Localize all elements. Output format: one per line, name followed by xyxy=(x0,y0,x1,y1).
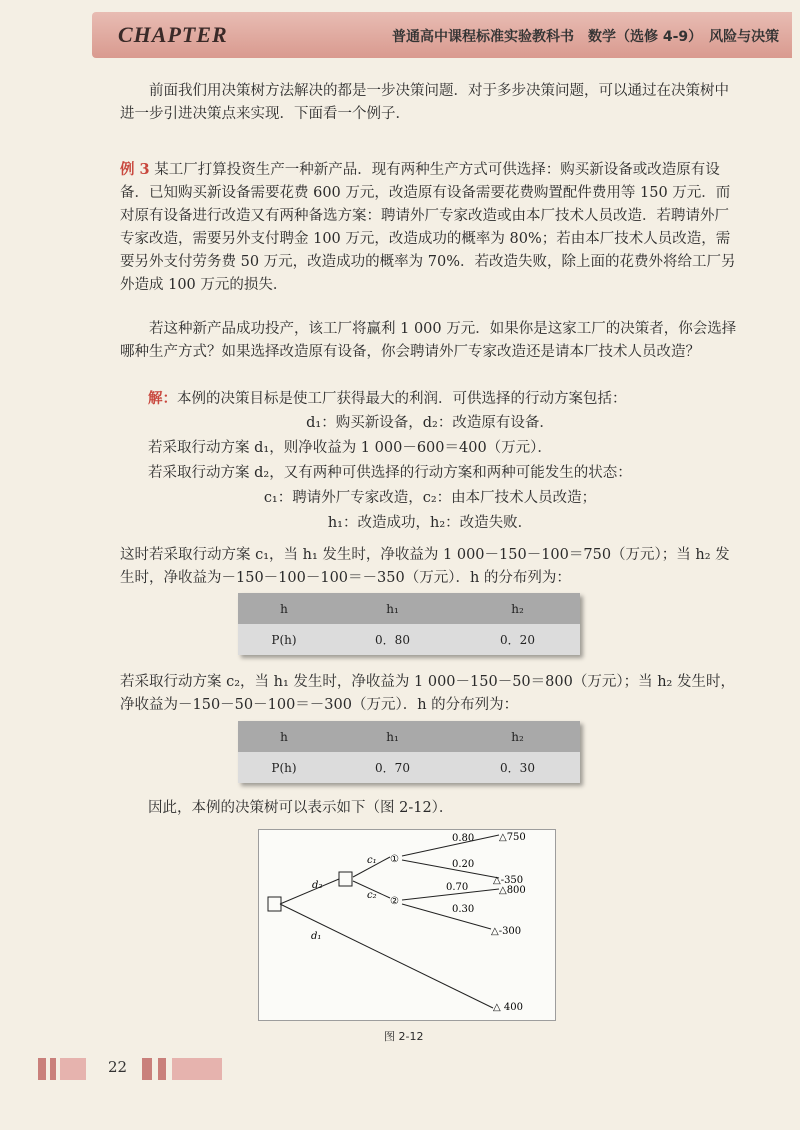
decision-tree-figure xyxy=(258,829,556,1021)
label-c2: c₂ xyxy=(367,890,377,901)
example-label: 例 3 xyxy=(120,161,150,178)
prob-c2-h2: 0.30 xyxy=(452,904,475,915)
solution-line-4: 若采取行动方案 d₂，又有两种可供选择的行动方案和两种可能发生的状态： xyxy=(148,465,632,481)
solution-label: 解： xyxy=(148,390,177,407)
branch-c2-h2 xyxy=(402,904,491,929)
chapter-header xyxy=(92,12,792,58)
solution-line-7: 这时若采取行动方案 c₁，当 h₁ 发生时，净收益为 1 000－150－100＝750（万元）；当 h₂ 发生时，净收益为－150－100－100＝－350（万元）．h 的分布列为： xyxy=(120,547,730,586)
payoff-750: △750 xyxy=(499,832,526,843)
chance-node-1: ① xyxy=(390,854,399,865)
table2-label-ph: P(h) xyxy=(238,752,330,783)
solution-line-1 xyxy=(148,387,627,411)
payoff-minus-350: △-350 xyxy=(493,875,524,886)
intro-paragraph: 前面我们用决策树方法解决的都是一步决策问题．对于多步决策问题，可以通过在决策树中进一步引进决策点来实现．下面看一个例子． xyxy=(120,83,729,122)
table1-header-h: h xyxy=(238,593,330,624)
table1-header-h2: h₂ xyxy=(455,593,580,624)
page-number: 22 xyxy=(108,1058,128,1076)
distribution-table-2 xyxy=(238,721,580,783)
distribution-table-1 xyxy=(238,593,580,655)
label-c1: c₁ xyxy=(367,855,377,866)
table2-header-h1: h₁ xyxy=(330,721,455,752)
label-d2: d₂ xyxy=(312,880,323,891)
table1-header-h1: h₁ xyxy=(330,593,455,624)
solution-line-3: 若采取行动方案 d₁，则净收益为 1 000－600＝400（万元）． xyxy=(148,440,552,456)
solution-line-9: 因此，本例的决策树可以表示如下（图 2-12）． xyxy=(148,800,454,816)
prob-c2-h1: 0.70 xyxy=(446,882,469,893)
branch-c1-h1 xyxy=(402,835,499,856)
question-paragraph: 若这种新产品成功投产，该工厂将赢利 1 000 万元．如果你是这家工厂的决策者，你会选择哪种生产方式？如果选择改造原有设备，你会聘请外厂专家改造还是请本厂技术人员改造？ xyxy=(120,321,737,360)
branch-d1 xyxy=(280,904,493,1008)
table2-header-h2: h₂ xyxy=(455,721,580,752)
table1-value-p2: 0．20 xyxy=(455,624,580,655)
branch-c1-h2 xyxy=(402,860,499,878)
solution-text-1: 本例的决策目标是使工厂获得最大的利润．可供选择的行动方案包括： xyxy=(177,391,627,407)
payoff-800: △800 xyxy=(499,885,526,896)
payoff-400: △ 400 xyxy=(493,1002,523,1013)
root-decision-node xyxy=(268,897,281,911)
d2-decision-node xyxy=(339,872,352,886)
prob-c1-h2: 0.20 xyxy=(452,859,475,870)
chapter-label: CHAPTER xyxy=(118,22,228,47)
table1-label-ph: P(h) xyxy=(238,624,330,655)
payoff-minus-300: △-300 xyxy=(491,926,522,937)
book-title: 普通高中课程标准实验教科书 数学（选修 4-9） 风险与决策 xyxy=(392,29,780,45)
solution-line-6: h₁：改造成功，h₂：改造失败． xyxy=(327,515,533,531)
table2-header-h: h xyxy=(238,721,330,752)
example-text: 某工厂打算投资生产一种新产品．现有两种生产方式可供选择：购买新设备或改造原有设备．已知购买新设备需要花费 600 万元，改造原有设备需要花费购置配件费用等 150 万元．而对原有设备进行改造又有两种备选方案：聘请外厂专家改造或由本厂技术人员改造．若聘请外厂专家改造，需要另外支付聘金 100 万元，改造成功的概率为 80%；若由本厂技术人员改造，需要另外支付劳务费 50 万元，改造成功的概率为 70%．若改造失败，除上面的花费外将给工厂另外造成 100 万元的损失． xyxy=(120,162,736,293)
decision-tree-diagram xyxy=(259,830,555,1020)
example-paragraph xyxy=(120,158,740,297)
figure-caption: 图 2-12 xyxy=(384,1030,424,1043)
solution-line-8: 若采取行动方案 c₂，当 h₁ 发生时，净收益为 1 000－150－50＝800（万元）；当 h₂ 发生时，净收益为－150－50－100＝－300（万元）．h 的分布列为： xyxy=(120,674,735,713)
chance-node-2: ② xyxy=(390,896,399,907)
table2-value-p1: 0．70 xyxy=(330,752,455,783)
solution-line-2: d₁：购买新设备，d₂：改造原有设备． xyxy=(306,415,554,431)
table2-value-p2: 0．30 xyxy=(455,752,580,783)
solution-line-5: c₁：聘请外厂专家改造，c₂：由本厂技术人员改造； xyxy=(263,490,597,506)
label-d1: d₁ xyxy=(311,931,322,942)
table1-value-p1: 0．80 xyxy=(330,624,455,655)
branch-d2 xyxy=(280,879,339,904)
prob-c1-h1: 0.80 xyxy=(452,833,475,844)
